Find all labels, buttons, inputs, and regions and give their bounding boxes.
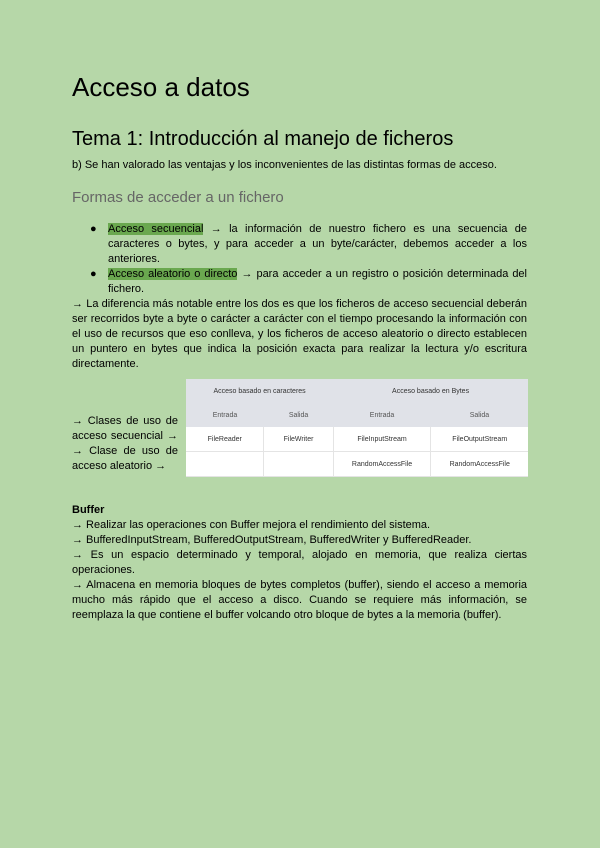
class-usage-labels: → Clases de uso de acceso secuencial → → Clase de uso de acceso aleatorio → [72, 415, 178, 472]
table-cell [264, 452, 333, 477]
difference-paragraph: → La diferencia más notable entre los dos es que los ficheros de acceso secuencial deberán ser recorridos byte a byte o carácter a carácter con el tiempo procesando la información con el uso de recursos que eso conlleva, y los ficheros de acceso aleatorio o directo establecen un puntero en bytes que indica la posición exacta para realizar la lectura y/o escritura directamente. [72, 298, 527, 370]
buffer-line: → BufferedInputStream, BufferedOutputStream, BufferedWriter y BufferedReader. [72, 534, 472, 546]
table-cell: RandomAccessFile [333, 452, 431, 477]
criterion-text: b) Se han valorado las ventajas y los inconvenientes de las distintas formas de acceso. [72, 159, 497, 171]
subheader-cell: Entrada [186, 403, 264, 427]
table-cell: FileWriter [264, 427, 333, 452]
topic-heading: Tema 1: Introducción al manejo de ficheros [72, 128, 454, 150]
table-group-header-row [186, 379, 528, 403]
table-cell: FileOutputStream [431, 427, 528, 452]
subheader-cell: Salida [431, 403, 528, 427]
stream-classes-table [186, 379, 528, 477]
bullet-icon: ● [90, 223, 97, 235]
document-title: Acceso a datos [72, 72, 250, 102]
buffer-line: → Es un espacio determinado y temporal, alojado en memoria, que realiza ciertas operaciones. [72, 549, 527, 576]
highlighted-term: Acceso secuencial [108, 223, 204, 235]
bullet-text: → para acceder a un registro o posición determinada del fichero. [108, 268, 527, 295]
subheader-cell: Entrada [333, 403, 431, 427]
buffer-line: → Realizar las operaciones con Buffer mejora el rendimiento del sistema. [72, 519, 431, 531]
section-heading: Formas de acceder a un fichero [72, 189, 284, 206]
buffer-section [72, 503, 527, 623]
list-item [72, 267, 527, 297]
table-cell: FileReader [186, 427, 264, 452]
group-header-bytes: Acceso basado en Bytes [333, 379, 528, 403]
table-cell: RandomAccessFile [431, 452, 528, 477]
highlighted-term: Acceso aleatorio o directo [108, 268, 238, 280]
list-item [72, 222, 527, 267]
table-row [186, 427, 528, 452]
table-row [186, 452, 528, 477]
buffer-line: → Almacena en memoria bloques de bytes completos (buffer), siendo el acceso a memoria mucho más rápido que el acceso a disco. Cuando se requiere más información, se reemplaza la que contiene el buffer volcando otro bloque de bytes a la memoria (buffer). [72, 579, 527, 621]
subheader-cell: Salida [264, 403, 333, 427]
table-cell: FileInputStream [333, 427, 431, 452]
bullet-text: → la información de nuestro fichero es una secuencia de caracteres o bytes, y para acceder a un byte/carácter, debemos acceder a los anteriores. [108, 223, 527, 265]
bullet-icon: ● [90, 268, 97, 280]
group-header-characters: Acceso basado en caracteres [186, 379, 333, 403]
table-cell [186, 452, 264, 477]
access-types-list [72, 222, 527, 297]
table-subheader-row [186, 403, 528, 427]
buffer-title: Buffer [72, 504, 105, 516]
